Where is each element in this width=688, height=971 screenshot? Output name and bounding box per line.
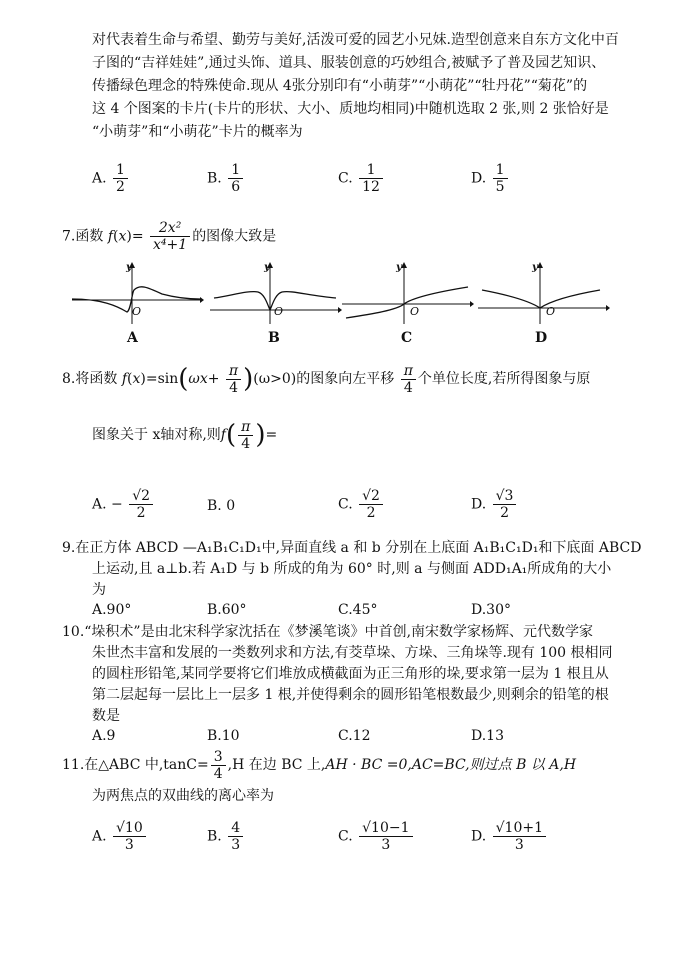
q8-option-b: B. 0 — [207, 498, 236, 514]
graph-b-y: y — [264, 262, 270, 273]
q11-stem-2: 为两焦点的双曲线的离心率为 — [92, 788, 274, 804]
q10-option-b: B.10 — [207, 728, 240, 744]
q10-line-5: 数是 — [92, 708, 120, 724]
q9-line-3: 为 — [92, 582, 106, 598]
q11-option-b: B. $\frac{4}{3}$ — [207, 820, 245, 853]
q6-line-4: 这 4 个图案的卡片(卡片的形状、大小、质地均相同)中随机选取 2 张,则 2 张恰好是 — [92, 101, 609, 117]
q6-line-3: 传播绿色理念的特殊使命.现从 4张分别印有“小萌芽”“小萌花”“牡丹花”“菊花”的 — [92, 78, 588, 94]
q9-option-b: B.60° — [207, 602, 247, 618]
q6-option-b: B. $\frac{1}{6}$ — [207, 162, 245, 195]
q6-option-d: D. $\frac{1}{5}$ — [471, 162, 510, 195]
graph-d-label: D — [535, 330, 548, 346]
q8-stem-2: 图象关于 x轴对称,则f( $\frac{\pi}{4}$ )= — [92, 418, 278, 452]
q9-line-2: 上运动,且 a⊥b.若 A₁D 与 b 所成的角为 60° 时,则 a 与侧面 ADD₁A₁所成角的大小 — [92, 561, 612, 577]
q8-option-c: C. $\frac{√2}{2}$ — [338, 488, 385, 521]
graph-a-label: A — [127, 330, 138, 346]
graph-a-o: O — [132, 305, 142, 318]
q8-option-d: D. $\frac{√3}{2}$ — [471, 488, 518, 521]
graph-d — [478, 262, 610, 326]
graph-b-label: B — [268, 330, 280, 346]
graph-c-label: C — [401, 330, 413, 346]
q6-option-c: C. $\frac{1}{12}$ — [338, 162, 385, 195]
q11-option-a: A. $\frac{√10}{3}$ — [92, 820, 148, 853]
q6-line-1: 对代表着生命与希望、勤劳与美好,活泼可爱的园艺小兄妹.造型创意来自东方文化中百 — [92, 32, 619, 48]
q10-line-3: 的圆柱形铅笔,某同学要将它们堆放成横截面为正三角形的垛,要求第一层为 1 根且从 — [92, 666, 609, 682]
q11-stem-1: 11.在△ABC 中,tanC= $\frac{3}{4}$ ,H 在边 BC 上,AH · BC =0,AC=BC,则过点 B 以 A,H — [62, 748, 577, 782]
graph-c — [342, 262, 474, 326]
q11-option-d: D. $\frac{√10+1}{3}$ — [471, 820, 548, 853]
q6-line-2: 子图的“吉祥娃娃”,通过头饰、道具、服装创意的巧妙组合,被赋予了普及园艺知识、 — [92, 55, 606, 71]
graph-c-y: y — [396, 262, 402, 273]
q6-option-a: A. $\frac{1}{2}$ — [92, 162, 130, 195]
q11-option-c: C. $\frac{√10-1}{3}$ — [338, 820, 415, 853]
graph-b-o: O — [274, 305, 284, 318]
q9-option-c: C.45° — [338, 602, 378, 618]
q6-line-5: “小萌芽”和“小萌花”卡片的概率为 — [92, 124, 303, 140]
graph-d-o: O — [546, 305, 556, 318]
q8-option-a: A. − $\frac{√2}{2}$ — [92, 488, 155, 521]
q7-stem: 7.函数 f(x)= $\frac{\text{2x²}}{\text{x⁴+1}}$ 的图像大致是 — [62, 220, 277, 253]
q9-option-a: A.90° — [92, 602, 132, 618]
q10-option-d: D.13 — [471, 728, 504, 744]
q8-stem-1: 8.将函数 f(x)=sin(ωx+ $\frac{\pi}{4}$ )(ω>0)的图象向左平移 $\frac{\pi}{4}$ 个单位长度,若所得图象与原 — [62, 362, 591, 396]
q9-line-1: 9.在正方体 ABCD —A₁B₁C₁D₁中,异面直线 a 和 b 分别在上底面 A₁B₁C₁D₁和下底面 ABCD — [62, 540, 642, 556]
q10-line-1: 10.“垛积术”是由北宋科学家沈括在《梦溪笔谈》中首创,南宋数学家杨辉、元代数学家 — [62, 624, 594, 640]
q10-option-a: A.9 — [92, 728, 116, 744]
graph-a-y: y — [126, 262, 132, 273]
graph-d-y: y — [532, 262, 538, 273]
q10-option-c: C.12 — [338, 728, 371, 744]
q9-option-d: D.30° — [471, 602, 511, 618]
graph-c-o: O — [410, 305, 420, 318]
q10-line-2: 朱世杰丰富和发展的一类数列求和方法,有茭草垛、方垛、三角垛等.现有 100 根相同 — [92, 645, 613, 661]
q10-line-4: 第二层起每一层比上一层多 1 根,并使得剩余的圆形铅笔根数最少,则剩余的铅笔的根 — [92, 687, 609, 703]
